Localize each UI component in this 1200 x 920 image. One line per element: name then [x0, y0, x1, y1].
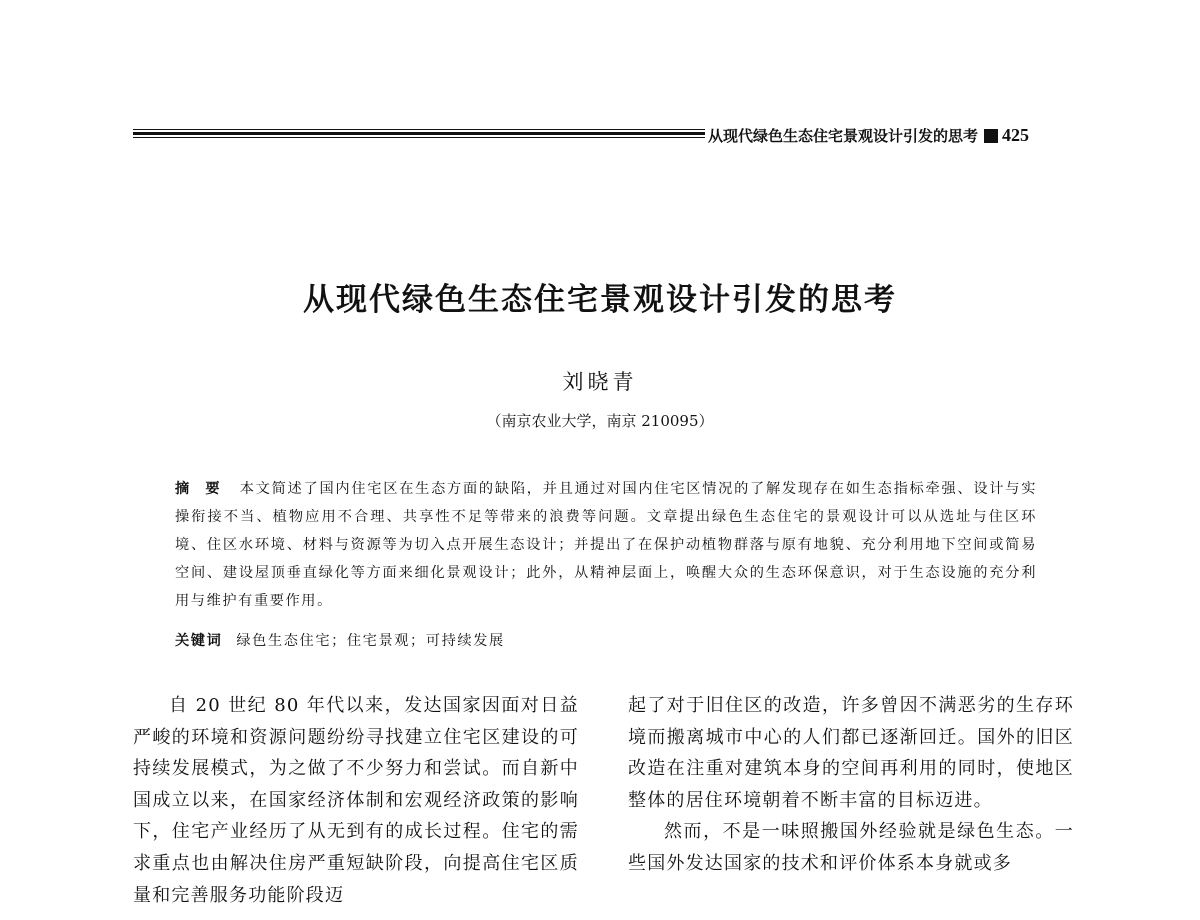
article-title: 从现代绿色生态住宅景观设计引发的思考 — [303, 282, 897, 318]
author-affiliation: （南京农业大学，南京 210095） — [486, 412, 714, 430]
square-mark-icon — [984, 129, 998, 143]
running-title: 从现代绿色生态住宅景观设计引发的思考 — [708, 127, 979, 145]
author-name: 刘晓青 — [562, 370, 638, 394]
body-paragraph-continued: 起了对于旧住区的改造，许多曾因不满恶劣的生存环境而搬离城市中心的人们都已逐渐回迁。国外的旧区改造在注重对建筑本身的空间再利用的同时，使地区整体的居住环境朝着不断丰富的目标迈进。 — [628, 695, 1074, 811]
header-rule — [133, 129, 705, 138]
body-paragraph: 然而，不是一味照搬国外经验就是绿色生态。一些国外发达国家的技术和评价体系本身就或多 — [628, 821, 1074, 874]
abstract-text: 本文简述了国内住宅区在生态方面的缺陷，并且通过对国内住宅区情况的了解发现存在如生态指标牵强、设计与实操衔接不当、植物应用不合理、共享性不足等带来的浪费等问题。文章提出绿色生态住宅的景观设计可以从选址与住区环境、住区水环境、材料与资源等为切入点开展生态设计；并提出了在保护动植物群落与原有地貌、充分利用地下空间或简易空间、建设屋顶垂直绿化等方面来细化景观设计；此外，从精神层面上，唤醒大众的生态环保意识，对于生态设施的充分利用与维护有重要作用。 — [175, 481, 1037, 609]
body-paragraph: 自 20 世纪 80 年代以来，发达国家因面对日益严峻的环境和资源问题纷纷寻找建立住宅区建设的可持续发展模式，为之做了不少努力和尝试。而自新中国成立以来，在国家经济体制和宏观经济政策的影响下，住宅产业经历了从无到有的成长过程。住宅的需求重点也由解决住房严重短缺阶段，向提高住宅区质量和完善服务功能阶段迈 — [133, 695, 579, 906]
page-number: 425 — [1002, 125, 1030, 145]
keywords-label: 关键词 — [175, 633, 223, 649]
abstract-label: 摘要 — [175, 481, 236, 497]
keywords — [175, 629, 1037, 653]
body-right-column — [628, 690, 1074, 880]
running-header — [708, 126, 1029, 145]
abstract — [175, 475, 1037, 615]
body-left-column — [133, 690, 579, 911]
keywords-text: 绿色生态住宅；住宅景观；可持续发展 — [236, 633, 505, 649]
